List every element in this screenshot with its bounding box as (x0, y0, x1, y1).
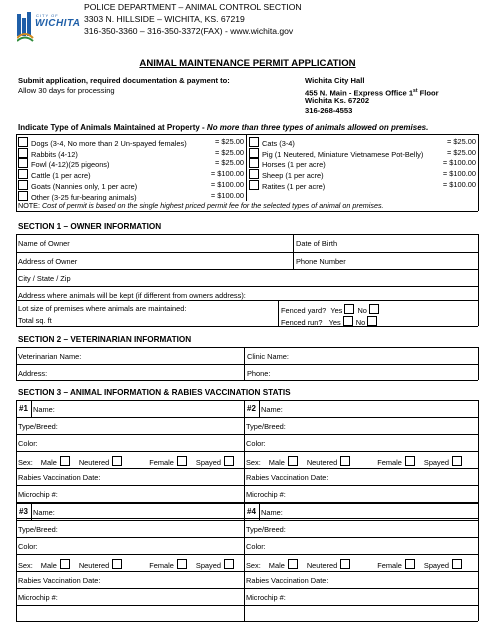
animal-fee: = $25.00 (447, 147, 476, 157)
animal-option-left (18, 180, 137, 191)
submit-addr2: 455 N. Main - Express Office 1st Floor (305, 88, 439, 98)
animal-name-label: Name: (33, 405, 55, 414)
sex-option-label: Female (149, 561, 174, 570)
logo-small-text: CITY OF (36, 13, 59, 18)
animal-checkbox[interactable] (249, 180, 259, 190)
section3-heading: SECTION 3 – ANIMAL INFORMATION & RABIES VACCINATION STATIS (18, 388, 291, 397)
microchip-label: Microchip #: (246, 490, 286, 499)
owner-name-label: Name of Owner (18, 239, 70, 248)
animal-number: #1 (19, 404, 28, 413)
animal-fee: = $25.00 (215, 147, 244, 157)
owner-address-label: Address of Owner (18, 257, 78, 266)
neutered-checkbox[interactable] (340, 456, 350, 466)
animal-option-left (18, 148, 78, 159)
animal-fee: = $100.00 (442, 169, 476, 179)
animal-checkbox[interactable] (18, 158, 28, 168)
male-checkbox[interactable] (288, 456, 298, 466)
header-dept: POLICE DEPARTMENT – ANIMAL CONTROL SECTION (84, 2, 302, 12)
neutered-checkbox[interactable] (112, 456, 122, 466)
animal-label: Cats (3-4) (262, 139, 295, 148)
animal-checkbox[interactable] (18, 180, 28, 190)
animal-option-right (249, 169, 324, 180)
animal-option-left (18, 191, 137, 202)
female-checkbox[interactable] (405, 559, 415, 569)
color-label: Color: (18, 542, 38, 551)
section1-heading: SECTION 1 – OWNER INFORMATION (18, 222, 162, 231)
header-address: 3303 N. HILLSIDE – WICHITA, KS. 67219 (84, 14, 245, 24)
animal-checkbox[interactable] (249, 137, 259, 147)
animal-option-left (18, 169, 91, 180)
animal-checkbox[interactable] (18, 191, 28, 201)
animal-label: Sheep (1 per acre) (262, 171, 324, 181)
animal-name-label: Name: (33, 508, 55, 517)
phone-label: Phone Number (296, 257, 346, 266)
animal-label: Rabbits (4-12) (31, 149, 78, 159)
neutered-checkbox[interactable] (340, 559, 350, 569)
sex-option-label: Male (268, 561, 285, 570)
male-checkbox[interactable] (60, 456, 70, 466)
fenced-yard-no-checkbox[interactable] (369, 304, 379, 314)
header-phone: 316-350-3360 – 316-350-3372(FAX) - www.wichita.gov (84, 26, 294, 36)
female-checkbox[interactable] (177, 559, 187, 569)
animal-number: #3 (19, 507, 28, 516)
animal-name-label: Name: (261, 405, 283, 414)
animal-checkbox[interactable] (18, 148, 28, 158)
logo-text: WICHITA (35, 18, 81, 29)
animal-label: Cattle (1 per acre) (31, 171, 91, 181)
sex-option-label: Sex: (18, 561, 33, 570)
fenced-run-yes-checkbox[interactable] (343, 316, 353, 326)
sex-option-label: Spayed (195, 458, 221, 467)
rabies-date-label: Rabies Vaccination Date: (246, 576, 329, 585)
animal-fee: = $100.00 (210, 169, 244, 179)
vet-phone-label: Phone: (247, 369, 271, 378)
male-checkbox[interactable] (288, 559, 298, 569)
microchip-label: Microchip #: (18, 490, 58, 499)
microchip-label: Microchip #: (18, 593, 58, 602)
submit-addr4: 316-268-4553 (305, 106, 353, 115)
sex-row (246, 559, 465, 570)
sex-option-label: Spayed (423, 458, 449, 467)
neutered-checkbox[interactable] (112, 559, 122, 569)
animal-label: Fowl (4-12)(25 pigeons) (31, 160, 110, 170)
animal-option-right (249, 180, 325, 191)
animal-checkbox[interactable] (18, 169, 28, 179)
animals-heading: Indicate Type of Animals Maintained at Property - No more than three types of animals allowed on premises. (18, 123, 429, 132)
animal-option-right (249, 158, 326, 169)
male-checkbox[interactable] (60, 559, 70, 569)
color-label: Color: (246, 542, 266, 551)
spayed-checkbox[interactable] (452, 456, 462, 466)
sex-option-label: Neutered (78, 458, 110, 467)
animal-option-left (18, 158, 109, 169)
rabies-date-label: Rabies Vaccination Date: (18, 576, 101, 585)
sex-option-label: Male (40, 561, 57, 570)
animal-name-label: Name: (261, 508, 283, 517)
color-label: Color: (18, 439, 38, 448)
animal-label: Goats (Nannies only, 1 per acre) (31, 181, 138, 191)
page-title: ANIMAL MAINTENANCE PERMIT APPLICATION (139, 58, 356, 69)
spayed-checkbox[interactable] (224, 456, 234, 466)
animal-checkbox[interactable] (249, 169, 259, 179)
city-label: City / State / Zip (18, 274, 71, 283)
sex-option-label: Sex: (246, 561, 261, 570)
animal-label: Other (3-25 fur-bearing animals) (31, 192, 137, 202)
submit-line1: Submit application, required documentation & payment to: (18, 76, 230, 85)
animal-option-left (18, 137, 187, 148)
sex-row (246, 456, 465, 467)
fenced-run-row: Fenced run? Yes No (281, 316, 380, 327)
sex-option-label: Neutered (78, 561, 110, 570)
female-checkbox[interactable] (405, 456, 415, 466)
sex-row (18, 559, 237, 570)
animal-checkbox[interactable] (18, 137, 28, 147)
animal-label: Horses (1 per acre) (262, 160, 326, 170)
type-breed-label: Type/Breed: (246, 422, 286, 431)
lot-size-label: Lot size of premises where animals are maintained: (18, 304, 187, 313)
fenced-yard-yes-checkbox[interactable] (344, 304, 354, 314)
microchip-label: Microchip #: (246, 593, 286, 602)
sex-option-label: Sex: (246, 458, 261, 467)
animal-number: #2 (247, 404, 256, 413)
animal-option-right (249, 148, 423, 159)
animal-label: Dogs (3-4, No more than 2 Un-spayed females) (31, 139, 187, 148)
animal-fee: = $25.00 (215, 137, 244, 146)
animal-option-right (249, 137, 295, 148)
animals-note: NOTE: Cost of permit is based on the single highest priced permit fee for the selected types of animal on premises. (18, 201, 384, 210)
animal-checkbox[interactable] (249, 158, 259, 168)
sex-option-label: Male (268, 458, 285, 467)
fenced-yard-row: Fenced yard? Yes No (281, 304, 382, 315)
submit-addr1: Wichita City Hall (305, 76, 365, 85)
spayed-checkbox[interactable] (452, 559, 462, 569)
section2-heading: SECTION 2 – VETERINARIAN INFORMATION (18, 335, 192, 344)
sex-option-label: Female (149, 458, 174, 467)
spayed-checkbox[interactable] (224, 559, 234, 569)
fenced-run-no-checkbox[interactable] (367, 316, 377, 326)
kept-address-label: Address where animals will be kept (if different from owners address): (18, 291, 246, 300)
sex-option-label: Female (377, 458, 402, 467)
type-breed-label: Type/Breed: (18, 422, 58, 431)
sex-option-label: Spayed (423, 561, 449, 570)
sex-option-label: Neutered (306, 561, 338, 570)
vet-name-label: Veterinarian Name: (18, 352, 82, 361)
animal-fee: = $25.00 (215, 158, 244, 168)
sex-option-label: Sex: (18, 458, 33, 467)
animal-fee: = $100.00 (442, 179, 476, 189)
total-sqft-label: Total sq. ft (18, 316, 52, 325)
animal-fee: = $25.00 (447, 137, 476, 146)
sex-option-label: Neutered (306, 458, 338, 467)
animal-number: #4 (247, 507, 256, 516)
sex-row (18, 456, 237, 467)
type-breed-label: Type/Breed: (246, 525, 286, 534)
animal-label: Ratites (1 per acre) (262, 181, 326, 191)
submit-addr3: Wichita Ks. 67202 (305, 96, 370, 105)
animal-label: Pig (1 Neutered, Miniature Vietnamese Pot-Belly) (262, 149, 424, 159)
sex-option-label: Spayed (195, 561, 221, 570)
rabies-date-label: Rabies Vaccination Date: (246, 473, 329, 482)
sex-option-label: Female (377, 561, 402, 570)
animal-fee: = $100.00 (210, 190, 244, 200)
animal-fee: = $100.00 (442, 158, 476, 168)
animal-checkbox[interactable] (249, 148, 259, 158)
vet-address-label: Address: (18, 369, 48, 378)
type-breed-label: Type/Breed: (18, 525, 58, 534)
submit-line2: Allow 30 days for processing (18, 86, 115, 95)
female-checkbox[interactable] (177, 456, 187, 466)
animal-fee: = $100.00 (210, 179, 244, 189)
rabies-date-label: Rabies Vaccination Date: (18, 473, 101, 482)
clinic-name-label: Clinic Name: (247, 352, 289, 361)
dob-label: Date of Birth (296, 239, 338, 248)
color-label: Color: (246, 439, 266, 448)
sex-option-label: Male (40, 458, 57, 467)
